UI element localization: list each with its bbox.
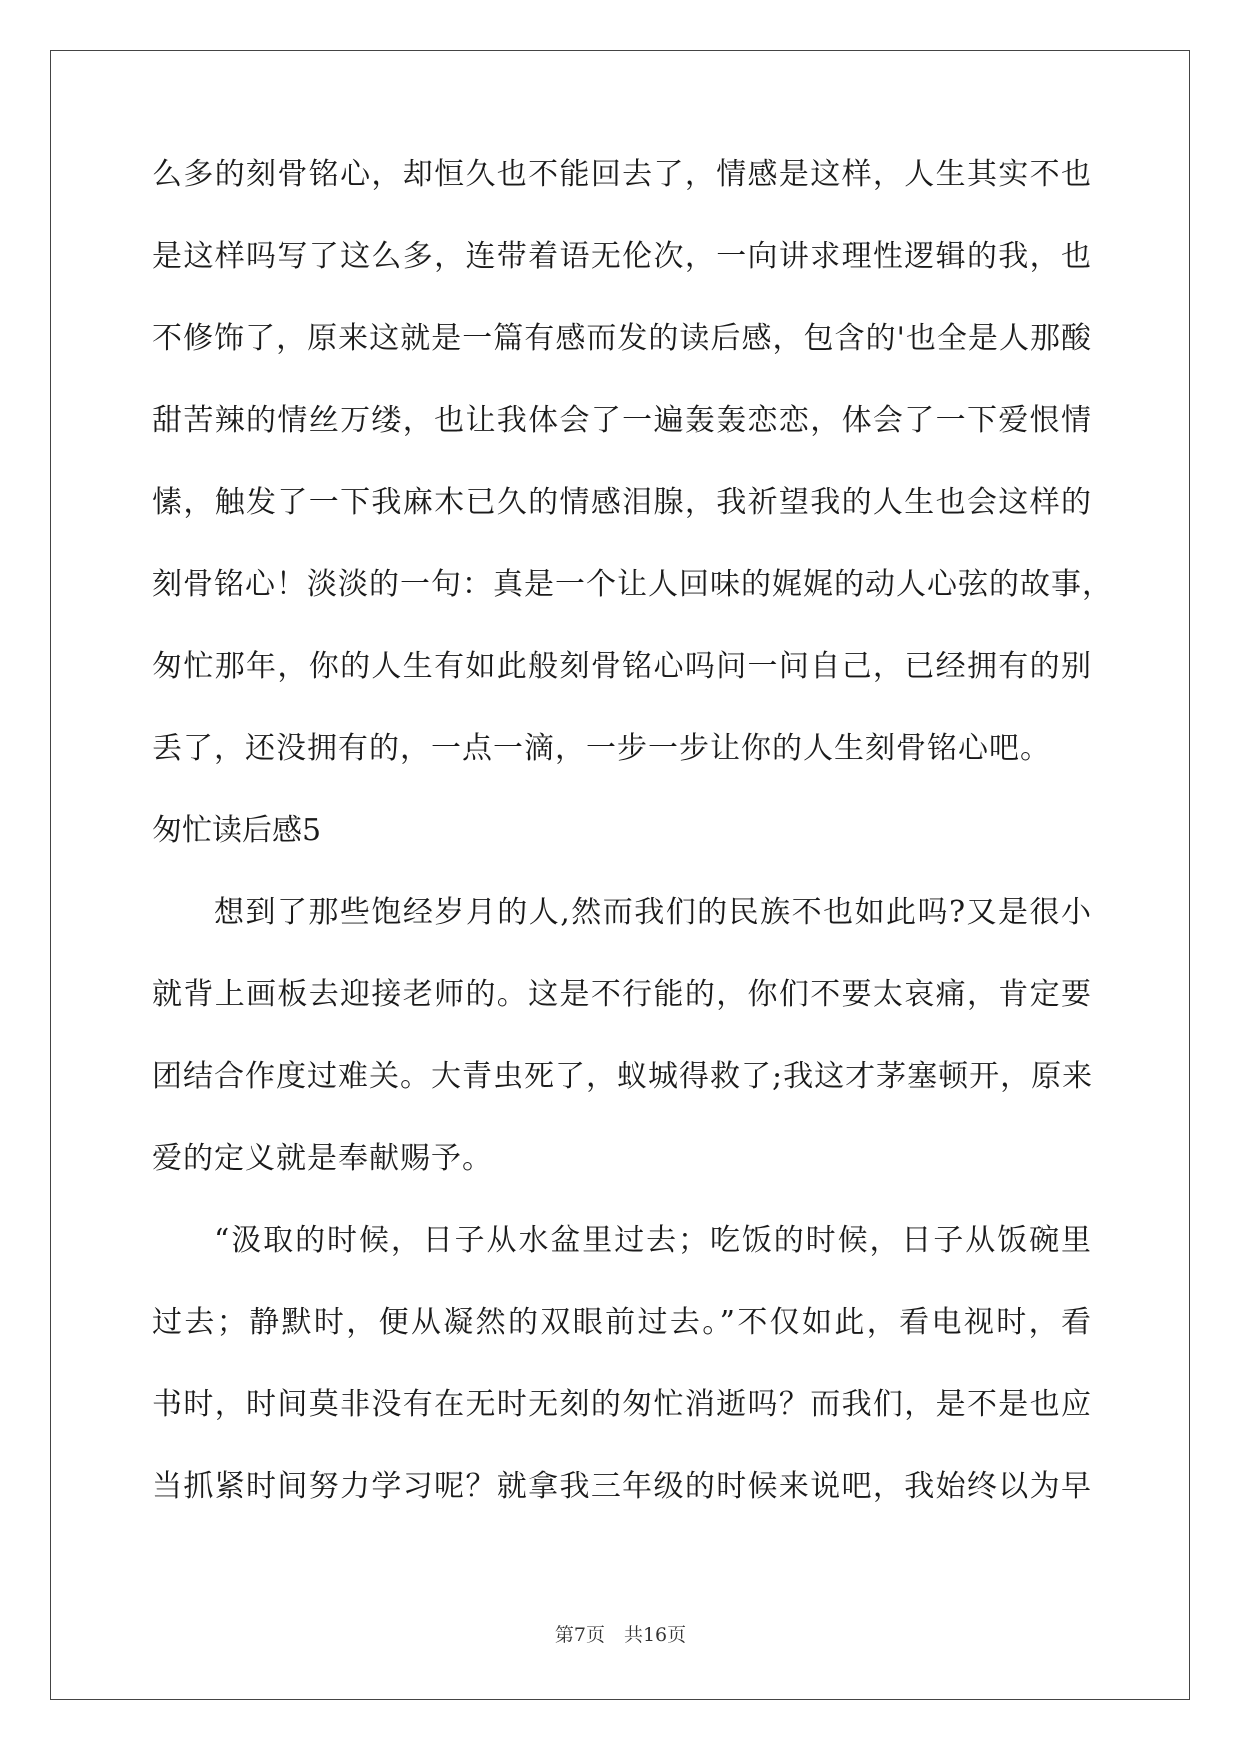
text-line: 甜苦辣的情丝万缕，也让我体会了一遍轰轰恋恋，体会了一下爱恨情: [152, 403, 1092, 438]
section-title: 匆忙读后感5: [152, 813, 322, 848]
text-line: 想到了那些饱经岁月的人,然而我们的民族不也如此吗?又是很小: [214, 895, 1092, 930]
text-line: 么多的刻骨铭心，却恒久也不能回去了，情感是这样，人生其实不也: [152, 157, 1092, 192]
text-line: 丢了，还没拥有的，一点一滴，一步一步让你的人生刻骨铭心吧。: [152, 731, 1051, 766]
document-body: [152, 157, 1113, 1554]
text-line: 匆忙那年，你的人生有如此般刻骨铭心吗问一问自己，已经拥有的别: [152, 649, 1092, 684]
text-line: 愫，触发了一下我麻木已久的情感泪腺，我祈望我的人生也会这样的: [152, 485, 1092, 520]
text-line: 爱的定义就是奉献赐予。: [152, 1141, 493, 1176]
text-line: 是这样吗写了这么多，连带着语无伦次，一向讲求理性逻辑的我，也: [152, 239, 1092, 274]
text-line: 就背上画板去迎接老师的。这是不行能的，你们不要太哀痛，肯定要: [152, 977, 1092, 1012]
text-line: 当抓紧时间努力学习呢？就拿我三年级的时候来说吧，我始终以为早: [152, 1469, 1092, 1504]
text-line: 过去；静默时，便从凝然的双眼前过去。”不仅如此，看电视时，看: [152, 1305, 1092, 1340]
text-line: 不修饰了，原来这就是一篇有感而发的读后感，包含的'也全是人那酸: [152, 321, 1092, 356]
text-line: 团结合作度过难关。大青虫死了，蚁城得救了;我这才茅塞顿开，原来: [152, 1059, 1094, 1094]
text-line: 刻骨铭心！淡淡的一句：真是一个让人回味的娓娓的动人心弦的故事，: [152, 567, 1113, 602]
page-number: 第7页 共16页: [554, 1624, 687, 1646]
text-line: “汲取的时候，日子从水盆里过去；吃饭的时候，日子从饭碗里: [214, 1223, 1092, 1258]
text-line: 书时，时间莫非没有在无时无刻的匆忙消逝吗？而我们，是不是也应: [152, 1387, 1092, 1422]
